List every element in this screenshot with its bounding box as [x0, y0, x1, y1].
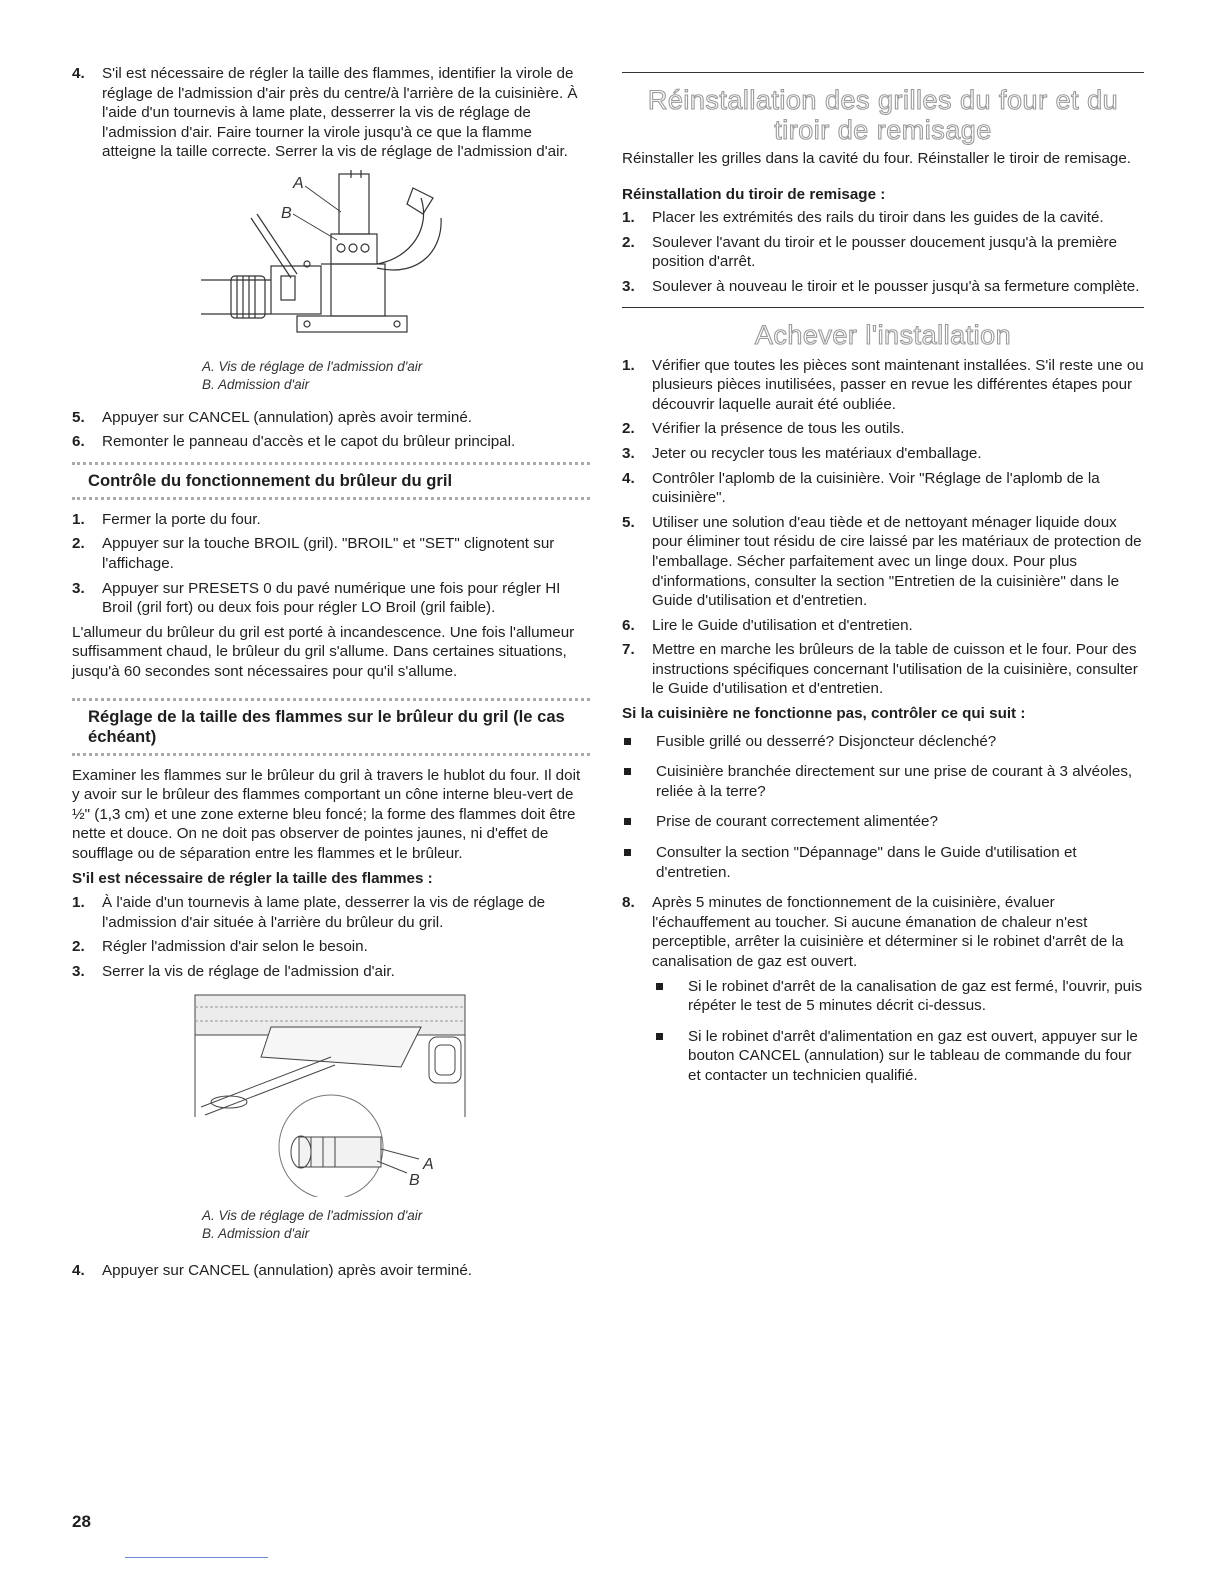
list-item [622, 419, 1144, 439]
step-text: Vérifier que toutes les pièces sont maintenant installées. S'il reste une ou plusieurs pièces inutilisées, passer en revue les différentes étapes pour découvrir laquelle aurait été oubliée. [652, 356, 1144, 413]
step-text: Vérifier la présence de tous les outils. [652, 420, 905, 438]
label-b: B [409, 1172, 420, 1190]
broil-check-heading: Contrôle du fonctionnement du brûleur du gril [72, 462, 590, 500]
list-item [622, 762, 1144, 801]
list-item [622, 843, 1144, 882]
step-text: Utiliser une solution d'eau tiède et de nettoyant ménager liquide doux pour éliminer tout résidu de cire laissé par les matériaux de protection de l'emballage. Sécher parfaitement avec un linge doux. Pour plus d'informations, consulter la section "Entretien de la cuisinière" dans le Guide d'utilisation et d'entretien. [652, 513, 1142, 610]
list-item [72, 432, 590, 452]
step-number: 6. [72, 433, 85, 451]
step-number: 5. [622, 513, 635, 531]
step-number: 1. [72, 894, 85, 912]
step-text: Jeter ou recycler tous les matériaux d'emballage. [652, 444, 982, 462]
step-number: 2. [622, 420, 635, 438]
list-item [654, 1027, 1144, 1086]
list-item [622, 732, 1144, 752]
list-item [622, 469, 1144, 508]
page-number: 28 [72, 1512, 91, 1531]
list-item [72, 962, 590, 982]
reinstall-paragraph: Réinstaller les grilles dans la cavité du four. Réinstaller le tiroir de remisage. [622, 150, 1132, 167]
bullet-text: Prise de courant correctement alimentée? [656, 813, 938, 831]
step-number: 6. [622, 616, 635, 634]
step-number: 2. [72, 535, 85, 553]
step-number: 1. [622, 209, 635, 227]
figure-caption-b: B. Admission d'air [202, 1226, 310, 1242]
burner-figure-1 [72, 168, 590, 354]
step-number: 8. [622, 894, 635, 912]
list-item [622, 444, 1144, 464]
step-number: 1. [72, 510, 85, 528]
drawer-subheading: Réinstallation du tiroir de remisage : [622, 185, 886, 203]
step-text: Soulever à nouveau le tiroir et le pousser jusqu'à sa fermeture complète. [652, 277, 1140, 295]
broil-burner-illustration [181, 987, 481, 1197]
label-b: B [281, 204, 292, 222]
step-text: S'il est nécessaire de régler la taille des flammes, identifier la virole de réglage de l'admission d'air près du centre/à l'arrière de la cuisinière. À l'aide d'un tournevis à lame plate, desserrer la vis de réglage de l'admission d'air. Faire tourner la virole jusqu'à ce que la flamme atteigne la taille correcte. Serrer la vis de réglage de l'admission d'air. [102, 65, 578, 161]
list-item [622, 233, 1144, 272]
bullet-text: Cuisinière branchée directement sur une prise de courant à 3 alvéoles, reliée à la terre? [656, 763, 1133, 800]
step-text: Appuyer sur CANCEL (annulation) après avoir terminé. [102, 408, 473, 426]
list-item [72, 534, 590, 573]
list-item [622, 640, 1144, 699]
bullet-icon [656, 983, 663, 990]
step-number: 7. [622, 641, 635, 659]
label-a: A [423, 1156, 434, 1174]
check-subheading: Si la cuisinière ne fonctionne pas, contrôler ce qui suit : [622, 705, 1026, 723]
list-item [622, 277, 1144, 297]
step-number: 3. [72, 579, 85, 597]
step-number: 4. [72, 65, 85, 82]
flame-paragraph: Examiner les flammes sur le brûleur du gril à travers le hublot du four. Il doit y avoir sur le brûleur des flammes comportant un cône interne bleu-vert de ½" (1,3 cm) et une zone externe bleu foncé; la forme des flammes doit être nette et douce. On ne doit pas observer de pointes jaunes, ni d'effet de soufflage ou de séparation entre les flammes et le brûleur. [72, 766, 581, 862]
step-text: Lire le Guide d'utilisation et d'entretien. [652, 616, 913, 634]
flame-adjust-subheading: S'il est nécessaire de régler la taille des flammes : [72, 870, 433, 888]
list-item [622, 616, 1144, 636]
bullet-text: Si le robinet d'arrêt d'alimentation en gaz est ouvert, appuyer sur le bouton CANCEL (annulation) sur le tableau de commande du four et contacter un technicien qualifié. [688, 1027, 1138, 1084]
bullet-text: Consulter la section "Dépannage" dans le Guide d'utilisation et d'entretien. [656, 844, 1077, 881]
step-number: 1. [622, 356, 635, 374]
bullet-text: Fusible grillé ou desserré? Disjoncteur déclenché? [656, 732, 997, 750]
list-item [72, 1261, 590, 1281]
step-number: 2. [622, 233, 635, 251]
bullet-text: Si le robinet d'arrêt de la canalisation de gaz est fermé, l'ouvrir, puis répéter le test de 5 minutes décrit ci-dessus. [688, 977, 1143, 1015]
step-text: Appuyer sur la touche BROIL (gril). "BROIL" et "SET" clignotent sur l'affichage. [102, 535, 555, 572]
figure-caption-a: A. Vis de réglage de l'admission d'air [202, 358, 423, 374]
step-number: 5. [72, 408, 85, 426]
left-column [72, 64, 590, 1286]
broil-paragraph: L'allumeur du brûleur du gril est porté à incandescence. Une fois l'allumeur suffisamment chaud, le brûleur du gril s'allume. Dans certaines situations, jusqu'à 60 secondes sont nécessaires pour qu'il s'allume. [72, 623, 575, 680]
list-item [622, 812, 1144, 832]
bullet-icon [624, 849, 631, 856]
label-a: A [293, 174, 304, 192]
right-column [622, 72, 1144, 1097]
figure-caption-a: A. Vis de réglage de l'admission d'air [202, 1208, 423, 1224]
list-item [622, 356, 1144, 415]
figure-caption-b: B. Admission d'air [202, 376, 310, 392]
step-text: Après 5 minutes de fonctionnement de la cuisinière, évaluer l'échauffement au toucher. Si aucune émanation de chaleur n'est perceptible, arrêter la cuisinière et déterminer si le robinet d'arrêt de la canalisation de gaz est ouvert. [652, 894, 1124, 970]
list-item [72, 893, 590, 932]
list-item [622, 893, 1144, 971]
step-text: Appuyer sur CANCEL (annulation) après avoir terminé. [102, 1262, 473, 1280]
flame-adjust-heading: Réglage de la taille des flammes sur le brûleur du gril (le cas échéant) [72, 698, 590, 756]
step-text: Soulever l'avant du tiroir et le pousser doucement jusqu'à la première position d'arrêt. [652, 233, 1118, 271]
list-item [72, 937, 590, 957]
list-item [72, 64, 590, 162]
step-text: Mettre en marche les brûleurs de la table de cuisson et le four. Pour des instructions spécifiques concernant l'utilisation de la cuisinière, consulter le Guide d'utilisation et d'entretien. [652, 641, 1138, 698]
step-text: Serrer la vis de réglage de l'admission d'air. [102, 962, 395, 980]
step-number: 3. [72, 962, 85, 980]
burner-figure-2 [72, 987, 590, 1203]
reinstall-section-title: Réinstallation des grilles du four et du tiroir de remisage [622, 72, 1144, 145]
step-number: 4. [622, 469, 635, 487]
bullet-icon [656, 1033, 663, 1040]
list-item [622, 513, 1144, 611]
step-number: 4. [72, 1262, 85, 1280]
bullet-icon [624, 768, 631, 775]
step-number: 2. [72, 938, 85, 956]
step-text: Remonter le panneau d'accès et le capot du brûleur principal. [102, 433, 516, 451]
step-text: Contrôler l'aplomb de la cuisinière. Voir "Réglage de l'aplomb de la cuisinière". [652, 469, 1100, 507]
step-text: À l'aide d'un tournevis à lame plate, desserrer la vis de réglage de l'admission d'air située à l'arrière du brûleur du gril. [102, 894, 546, 931]
step-text: Régler l'admission d'air selon le besoin. [102, 938, 368, 956]
bullet-icon [624, 738, 631, 745]
bullet-icon [624, 818, 631, 825]
burner-valve-illustration [181, 168, 481, 348]
step-number: 3. [622, 444, 635, 462]
list-item [654, 977, 1144, 1016]
step-text: Fermer la porte du four. [102, 510, 261, 528]
step-text: Placer les extrémités des rails du tiroir dans les guides de la cavité. [652, 209, 1104, 227]
finish-section-title: Achever l'installation [622, 307, 1144, 350]
bottom-rule [125, 1557, 268, 1558]
list-item [622, 208, 1144, 228]
list-item [72, 510, 590, 530]
list-item [72, 579, 590, 618]
step-number: 3. [622, 277, 635, 295]
list-item [72, 408, 590, 428]
step-text: Appuyer sur PRESETS 0 du pavé numérique une fois pour régler HI Broil (gril fort) ou deux fois pour régler LO Broil (gril faible). [102, 579, 561, 617]
